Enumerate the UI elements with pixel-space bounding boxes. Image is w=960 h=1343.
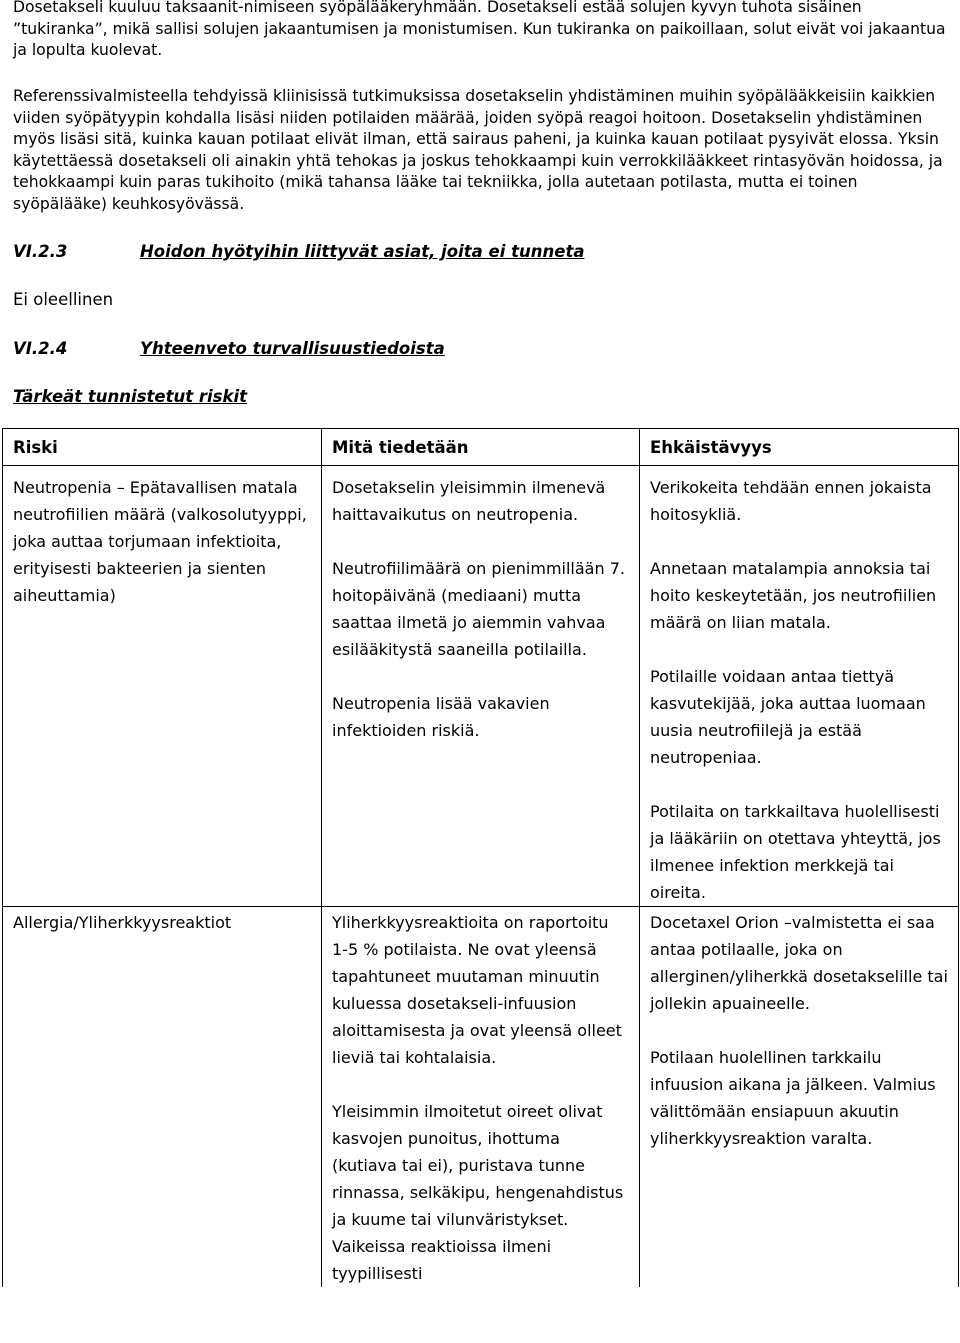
cell-paragraph: Dosetakselin yleisimmin ilmenevä haittavaikutus on neutropenia. [332, 478, 606, 524]
section-number: VI.2.4 [13, 339, 68, 358]
cell-paragraph: Neutrofiilimäärä on pienimmillään 7. hoitopäivänä (mediaani) mutta saattaa ilmetä jo aiemmin vahvaa esilääkitystä saaneilla potilailla. [332, 559, 625, 659]
cell-paragraph: Potilaille voidaan antaa tiettyä kasvutekijää, joka auttaa luomaan uusia neutrofiilejä ja estää neutropeniaa. [650, 667, 926, 767]
risk-table [2, 428, 959, 1287]
column-header-known: Mitä tiedetään [322, 429, 640, 466]
risk-cell [3, 466, 322, 907]
prevention-cell [640, 466, 959, 907]
prevention-cell [640, 907, 959, 1288]
cell-paragraph: Yliherkkyysreaktioita on raportoitu 1-5 % potilaista. Ne ovat yleensä tapahtuneet muutaman minuutin kuluessa dosetakseli-infuusion aloittamisesta ja ovat yleensä olleet lieviä tai kohtalaisia. [332, 913, 622, 1067]
section-title: Yhteenveto turvallisuustiedoista [140, 339, 445, 358]
cell-paragraph: Neutropenia lisää vakavien infektioiden riskiä. [332, 694, 550, 740]
column-header-prevention: Ehkäistävyys [640, 429, 959, 466]
cell-paragraph: Yleisimmin ilmoitetut oireet olivat kasvojen punoitus, ihottuma (kutiava tai ei), puristava tunne rinnassa, selkäkipu, hengenahdistus ja kuume tai vilunväristykset. Vaikeissa reaktioissa ilmeni tyypillisesti [332, 1102, 624, 1283]
reference-paragraph: Referenssivalmisteella tehdyissä kliinisissä tutkimuksissa dosetakselin yhdistäminen muihin syöpälääkkeisiin kaikkien viiden syöpätyypin kohdalla lisäsi niiden potilaiden määrää, joiden syöpä reagoi hoitoon. Dosetakselin yhdistäminen myös lisäsi sitä, kuinka kauan potilaat elivät ilman, että sairaus paheni, ja kuinka kauan potilaat pysyivät elossa. Yksin käytettäessä dosetakseli oli ainakin yhtä tehokas ja joskus tehokkaampi kuin verrokkilääkkeet rintasyövän hoidossa, ja tehokkaampi kuin paras tukihoito (mikä tahansa lääke tai tekniikka, jolla autetaan potilasta, mutta ei toinen syöpälääke) keuhkosyövässä. [13, 87, 943, 213]
cell-paragraph: Verikokeita tehdään ennen jokaista hoitosykliä. [650, 478, 932, 524]
section-title: Hoidon hyötyihin liittyvät asiat, joita ei tunneta [140, 242, 585, 261]
cell-paragraph: Docetaxel Orion –valmistetta ei saa antaa potilaalle, joka on allerginen/yliherkkä dosetakselille tai jollekin apuaineelle. [650, 913, 948, 1013]
table-row [3, 907, 959, 1288]
cell-paragraph: Potilaita on tarkkailtava huolellisesti ja lääkäriin on otettava yhteyttä, jos ilmenee infektion merkkejä tai oireita. [650, 802, 941, 902]
table-header-row [3, 429, 959, 466]
cell-paragraph: Potilaan huolellinen tarkkailu infuusion aikana ja jälkeen. Valmius välittömään ensiapuun akuutin yliherkkyysreaktion varalta. [650, 1048, 936, 1148]
known-cell [322, 466, 640, 907]
cell-paragraph: Annetaan matalampia annoksia tai hoito keskeytetään, jos neutrofiilien määrä on liian matala. [650, 559, 937, 632]
intro-paragraph: Dosetakseli kuuluu taksaanit-nimiseen syöpälääkeryhmään. Dosetakseli estää solujen kyvyn tuhota sisäinen ”tukiranka”, mikä sallisi solujen jakaantumisen ja monistumisen. Kun tukiranka on paikoillaan, solut eivät voi jakaantua ja lopulta kuolevat. [13, 0, 946, 59]
cell-paragraph: Allergia/Yliherkkyysreaktiot [13, 913, 232, 932]
cell-paragraph: Neutropenia – Epätavallisen matala neutrofiilien määrä (valkosolutyyppi, joka auttaa torjumaan infektioita, erityisesti bakteerien ja sienten aiheuttamia) [13, 478, 307, 605]
column-header-risk: Riski [3, 429, 322, 466]
section-number: VI.2.3 [13, 242, 68, 261]
important-risks-heading: Tärkeät tunnistetut riskit [13, 387, 247, 406]
known-cell [322, 907, 640, 1288]
not-relevant-text: Ei oleellinen [13, 290, 114, 309]
table-row [3, 466, 959, 907]
risk-cell [3, 907, 322, 1288]
